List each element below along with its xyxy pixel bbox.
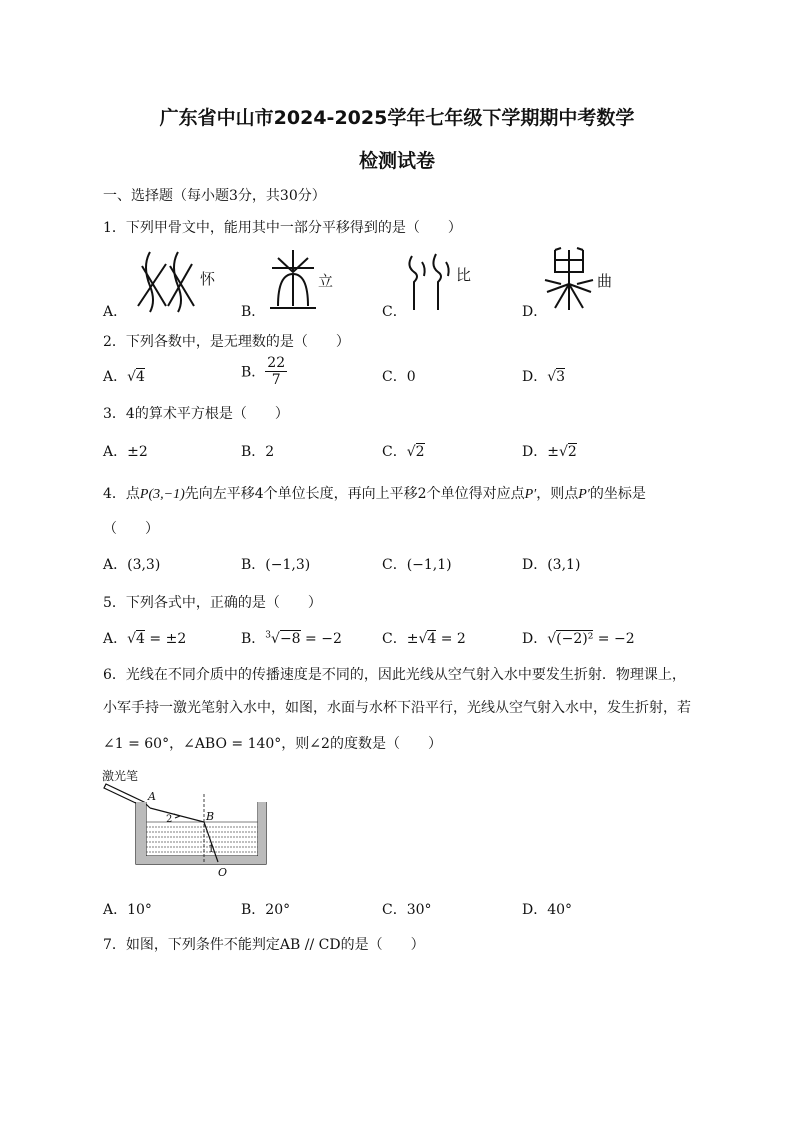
question-4-blank: （ ）	[103, 521, 159, 537]
sqrt-icon: √	[127, 631, 137, 647]
cup-base	[136, 856, 266, 864]
q1-option-b-label: B．	[241, 304, 266, 320]
question-6-line-1: 6．光线在不同介质中的传播速度是不同的，因此光线从空气射入水中要发生折射．物理课上，	[103, 667, 686, 683]
q2-option-c: C．0	[382, 369, 416, 385]
q3-option-c-radicand: 2	[415, 444, 425, 460]
question-5-stem: 5．下列各式中，正确的是（ ）	[103, 595, 322, 611]
fraction-numerator: 22	[267, 355, 286, 371]
q3-option-d-radicand: 2	[567, 444, 577, 460]
oracle-bone-bi-caption: 比	[456, 266, 472, 284]
cup-left-wall	[136, 802, 146, 856]
q5-option-b	[241, 628, 342, 648]
question-1-stem: 1．下列甲骨文中，能用其中一部分平移得到的是（ ）	[103, 220, 462, 236]
point-b-label: B	[206, 810, 215, 823]
q1-option-a-label: A．	[103, 304, 128, 320]
q4-option-b: B．(−1,3)	[241, 557, 311, 573]
sqrt-icon: √	[547, 631, 557, 647]
oracle-bone-qu-caption: 曲	[597, 272, 613, 290]
cup-right-wall	[258, 802, 266, 856]
oracle-bone-li-caption: 立	[318, 272, 334, 290]
q2-option-d	[522, 366, 565, 386]
point-o-label: O	[218, 866, 228, 879]
q5-option-b-radicand: −8	[279, 631, 301, 647]
fraction-denominator: 7	[271, 372, 281, 388]
q6-option-b: B．20°	[241, 902, 291, 918]
point-a-label: A	[148, 790, 156, 803]
q4-stem-part: 先向左平移4个单位长度，再向上平移2个单位得对应点	[184, 486, 525, 502]
q2-option-a-label: A．	[103, 369, 128, 385]
section-heading: 一、选择题（每小题3分，共30分）	[103, 188, 326, 204]
q3-option-a: A．±2	[103, 444, 148, 460]
q4-point: P(3,−1)	[139, 487, 185, 502]
q4-option-c: C．(−1,1)	[382, 557, 452, 573]
q5-option-c-radicand: 4	[427, 631, 437, 647]
q5-option-d-label: D．	[522, 631, 548, 647]
angle-1-label: 1	[208, 844, 215, 855]
q3-option-b: B．2	[241, 444, 275, 460]
q2-option-b-fraction	[265, 355, 287, 388]
q4-stem-part: ，则点	[536, 486, 579, 502]
q4-option-d: D．(3,1)	[522, 557, 581, 573]
q6-option-a: A．10°	[103, 902, 152, 918]
q2-option-d-radicand: 3	[556, 369, 566, 385]
sqrt-icon: √	[418, 631, 428, 647]
question-2-stem: 2．下列各数中，是无理数的是（ ）	[103, 334, 350, 350]
sqrt-icon: √	[558, 444, 568, 460]
q3-option-d-label: D．±	[522, 444, 559, 460]
cup-inner-outline	[146, 802, 258, 856]
q4-stem-part: 的坐标是	[589, 486, 646, 502]
q5-option-d-tail: = −2	[593, 631, 635, 647]
question-6-line-3: ∠1 = 60°，∠ABO = 140°，则∠2的度数是（ ）	[103, 736, 442, 752]
q2-option-d-label: D．	[522, 369, 548, 385]
q1-option-d-label: D．	[522, 304, 548, 320]
q5-option-b-tail: = −2	[300, 631, 342, 647]
oracle-bone-bi-image	[404, 246, 484, 314]
laser-refraction-figure	[100, 766, 275, 881]
q6-option-d: D．40°	[522, 902, 573, 918]
sqrt-icon: √	[547, 369, 557, 385]
question-7-stem: 7．如图，下列条件不能判定AB // CD的是（ ）	[103, 937, 425, 953]
q2-option-b-label: B．	[241, 364, 266, 381]
q5-root-index: 3	[265, 630, 272, 641]
q2-option-b	[241, 355, 287, 388]
question-3-stem: 3．4的算术平方根是（ ）	[103, 406, 289, 422]
q3-option-c-label: C．	[382, 444, 407, 460]
ray-arrow-icon	[174, 814, 180, 818]
oracle-bone-qu-image	[541, 244, 621, 314]
question-6-line-2: 小军手持一激光笔射入水中，如图，水面与水杯下沿平行，光线从空气射入水中，发生折射，若	[103, 700, 691, 716]
q4-option-a: A．(3,3)	[103, 557, 161, 573]
laser-pen-caption: 激光笔	[102, 769, 139, 783]
sqrt-icon: √	[406, 444, 416, 460]
q2-option-a	[103, 366, 145, 386]
q5-option-b-label: B．	[241, 631, 266, 647]
angle-2-label: 2	[166, 814, 173, 825]
q5-option-d-radicand: (−2)²	[556, 631, 594, 647]
q3-option-d	[522, 441, 577, 461]
sqrt-icon: √	[127, 369, 137, 385]
page-title: 广东省中山市2024-2025学年七年级下学期期中考数学	[159, 107, 635, 129]
q5-option-a-label: A．	[103, 631, 128, 647]
q5-option-d	[522, 628, 635, 648]
q5-option-a-tail: = ±2	[144, 631, 187, 647]
q5-option-a-radicand: 4	[136, 631, 145, 647]
q4-point-prime: P′	[524, 487, 537, 502]
question-4-stem	[103, 483, 646, 503]
oracle-bone-huai-image	[128, 246, 218, 314]
q5-option-c	[382, 628, 466, 648]
q4-stem-part: 4．点	[103, 486, 140, 502]
q2-option-a-radicand: 4	[136, 369, 145, 385]
q5-option-c-label: C．±	[382, 631, 419, 647]
page-subtitle: 检测试卷	[358, 150, 435, 172]
q5-option-a	[103, 628, 186, 648]
q5-option-c-tail: = 2	[436, 631, 466, 647]
q3-option-c	[382, 441, 425, 461]
q6-option-c: C．30°	[382, 902, 432, 918]
q4-point-prime: P′	[578, 487, 590, 502]
q1-option-c-label: C．	[382, 304, 407, 320]
cup-outer-outline	[136, 802, 266, 864]
oracle-bone-li-image	[268, 246, 348, 314]
oracle-bone-huai-caption: 怀	[200, 270, 216, 288]
water-surface	[146, 822, 258, 852]
sqrt-icon: √	[271, 631, 280, 647]
